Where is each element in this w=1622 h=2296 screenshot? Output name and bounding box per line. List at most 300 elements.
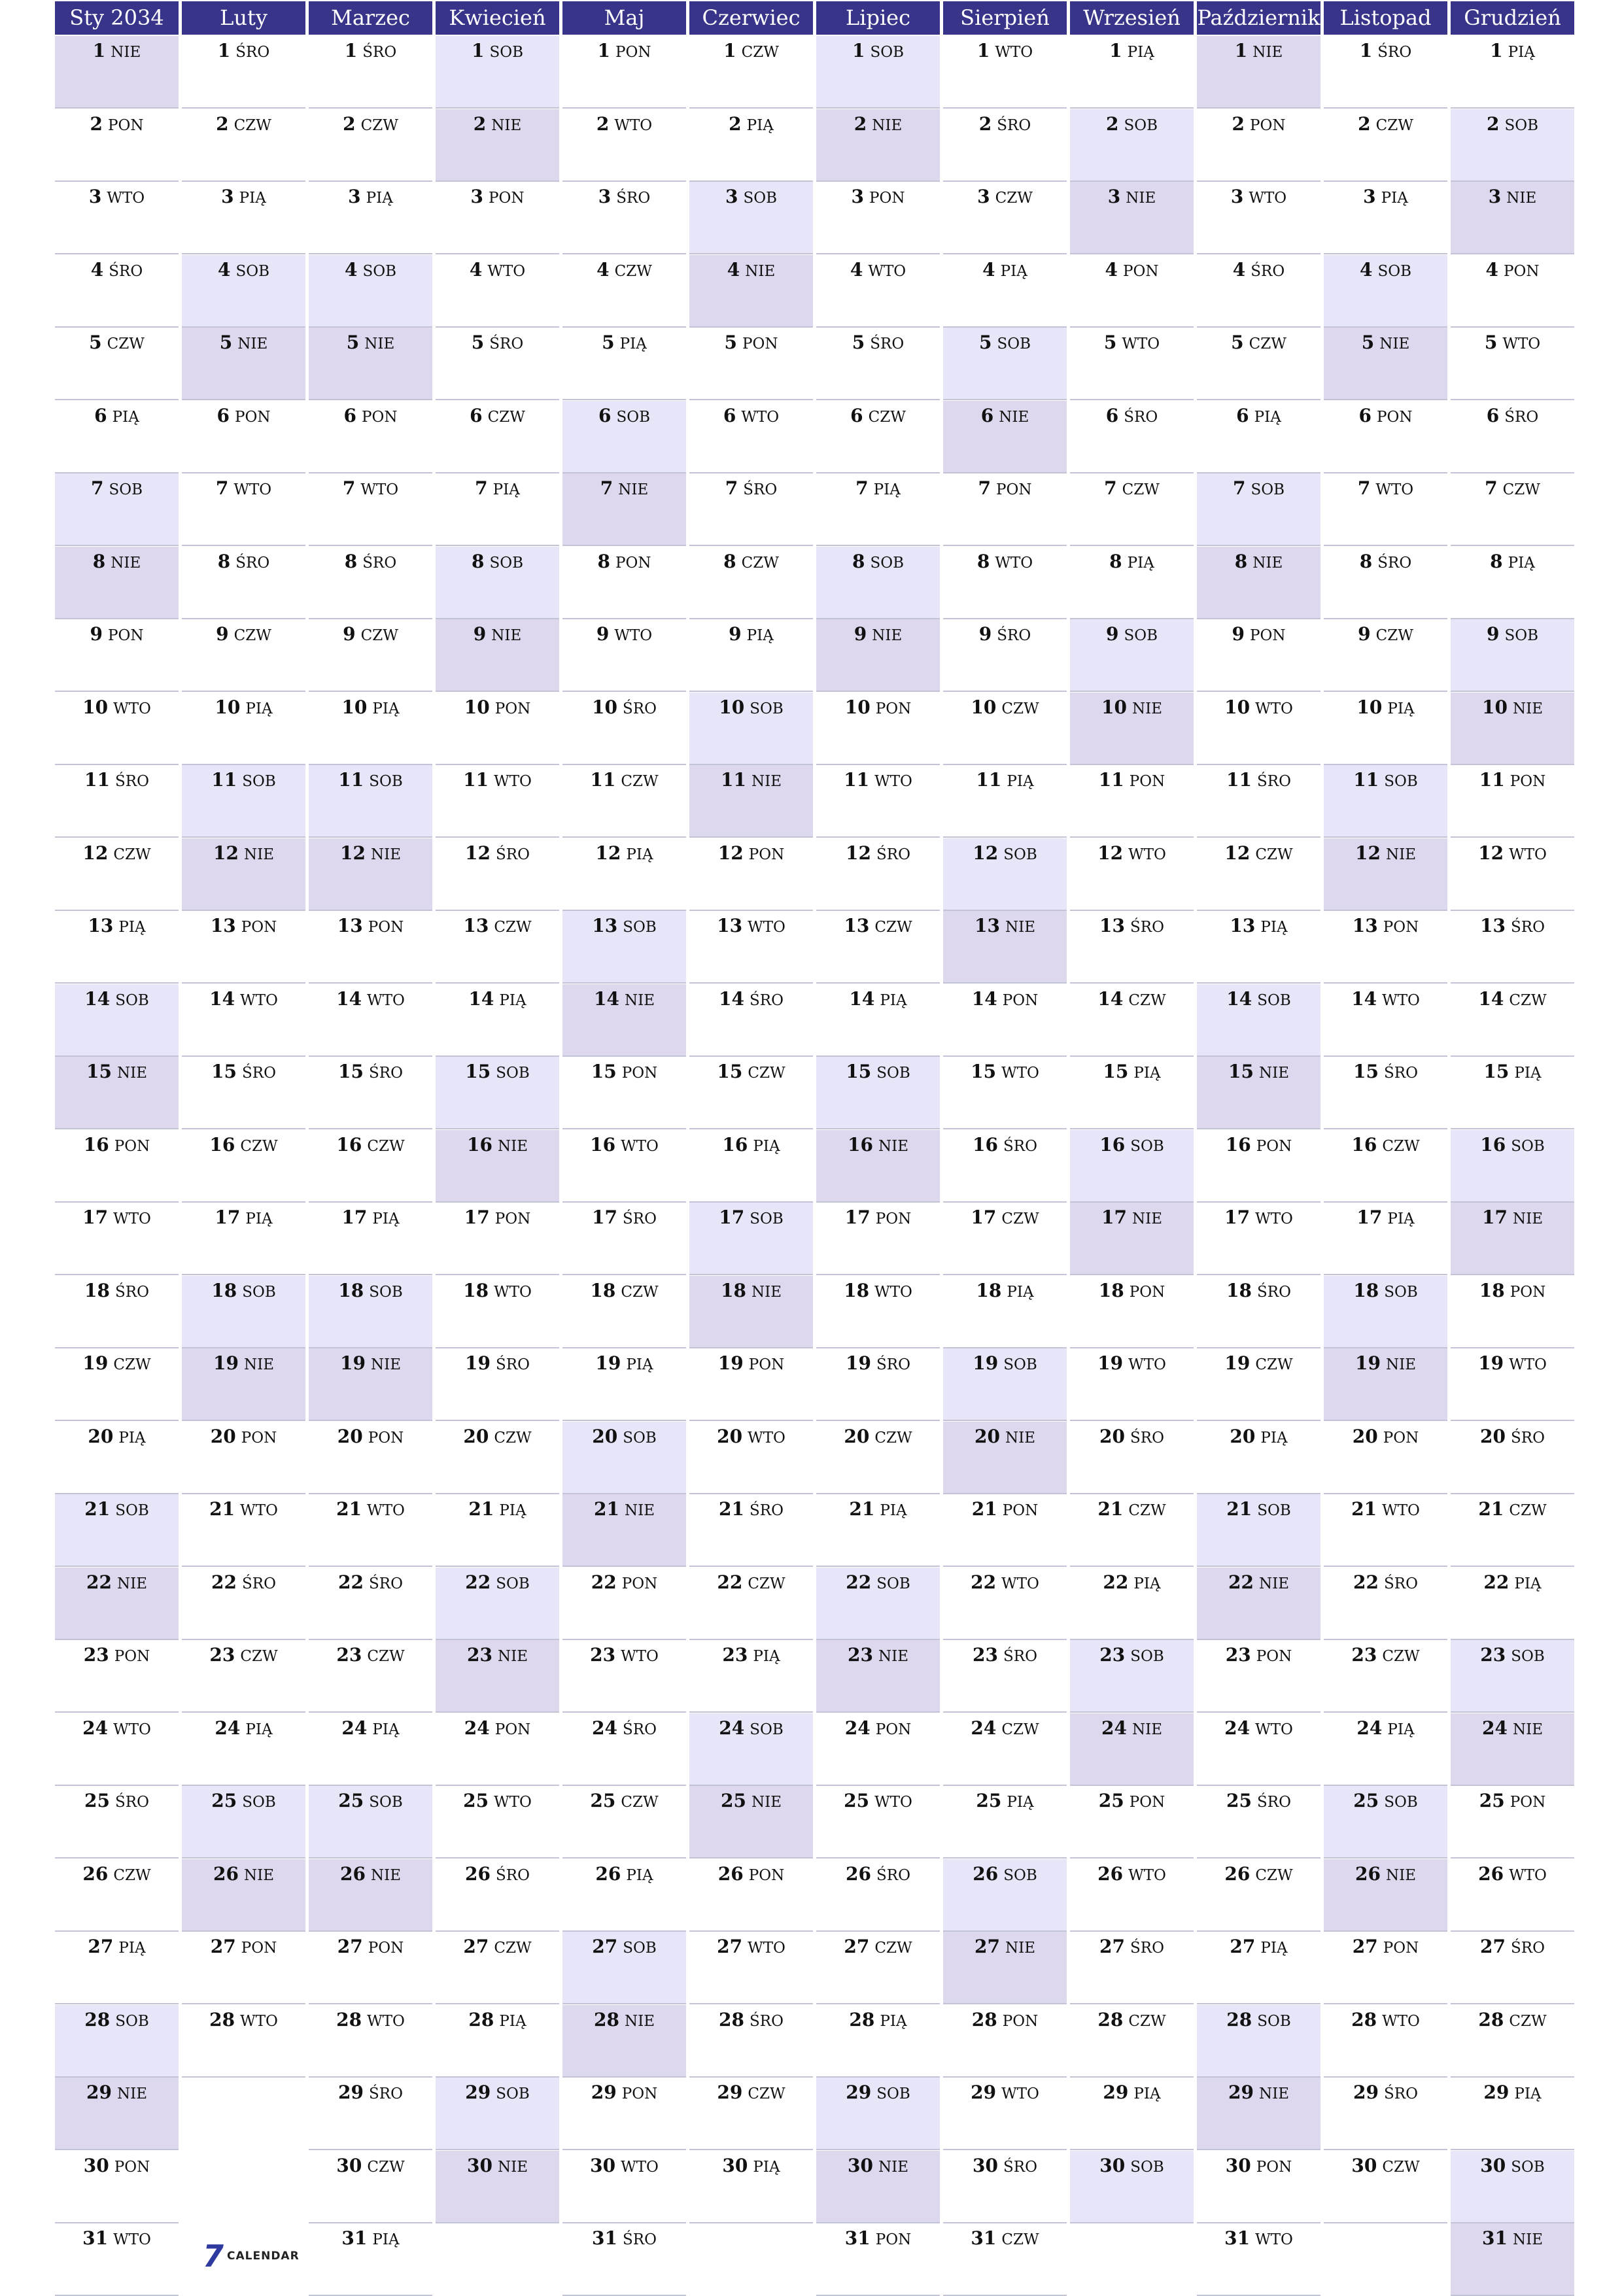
day-cell <box>1324 1568 1447 1640</box>
day-number: 14 <box>971 988 997 1010</box>
day-cell <box>1324 1859 1447 1932</box>
weekday-name: NIE <box>1252 555 1283 572</box>
weekday-name: PIĄ <box>1514 1575 1542 1592</box>
day-cell <box>182 1568 305 1640</box>
day-label <box>1324 1863 1447 1885</box>
day-number: 10 <box>341 696 368 718</box>
day-number: 15 <box>1228 1061 1254 1082</box>
day-label <box>1324 988 1447 1010</box>
day-cell <box>309 693 432 765</box>
day-label <box>436 1644 559 1666</box>
day-cell <box>182 255 305 328</box>
day-label <box>55 405 179 426</box>
day-cell <box>562 1348 686 1421</box>
weekday-name: CZW <box>1255 1867 1293 1884</box>
weekday-name: ŚRO <box>1257 1794 1291 1811</box>
weekday-name: SOB <box>369 1284 403 1301</box>
day-label <box>55 1717 179 1739</box>
weekday-name: ŚRO <box>616 190 651 207</box>
weekday-name: PON <box>368 1940 404 1957</box>
day-number: 7 <box>91 477 104 499</box>
day-cell <box>562 473 686 546</box>
weekday-name: PON <box>108 627 144 644</box>
day-number: 30 <box>467 2155 492 2176</box>
day-label <box>1324 405 1447 426</box>
day-number: 24 <box>592 1717 618 1739</box>
weekday-name: SOB <box>362 263 396 280</box>
day-number: 13 <box>463 915 489 936</box>
day-number: 19 <box>465 1352 491 1374</box>
day-label <box>182 1863 305 1885</box>
day-label <box>943 2082 1067 2103</box>
day-label <box>1324 1061 1447 1082</box>
day-number: 29 <box>591 2082 617 2103</box>
day-number: 26 <box>1355 1863 1381 1885</box>
weekday-name: CZW <box>1249 335 1286 352</box>
day-label <box>816 1863 940 1885</box>
day-number: 18 <box>84 1280 111 1301</box>
weekday-name: CZW <box>494 1940 532 1957</box>
weekday-name: NIE <box>1512 700 1543 717</box>
weekday-name: CZW <box>748 1065 785 1082</box>
day-number: 23 <box>209 1644 235 1666</box>
day-cell <box>1197 182 1320 254</box>
day-label <box>816 2155 940 2176</box>
weekday-name: ŚRO <box>369 1065 403 1082</box>
day-number: 3 <box>221 186 234 207</box>
day-number: 12 <box>1478 842 1504 864</box>
day-number: 14 <box>1097 988 1124 1010</box>
day-number: 30 <box>1099 2155 1126 2176</box>
day-label <box>1451 1134 1574 1156</box>
day-cell <box>55 911 179 984</box>
day-number: 12 <box>1097 842 1124 864</box>
day-number: 19 <box>717 1352 744 1374</box>
day-cell <box>436 1640 559 1713</box>
day-cell <box>1070 547 1194 619</box>
day-label <box>943 551 1067 572</box>
day-cell <box>1451 1713 1574 1786</box>
weekday-name: WTO <box>874 1284 912 1301</box>
day-cell <box>816 984 940 1057</box>
day-number: 26 <box>465 1863 491 1885</box>
weekday-name: PIĄ <box>753 1648 780 1665</box>
day-cell <box>1070 1713 1194 1786</box>
weekday-name: CZW <box>113 1356 151 1373</box>
weekday-name: CZW <box>1382 1138 1420 1155</box>
weekday-name: SOB <box>496 2085 530 2102</box>
day-cell <box>182 1276 305 1348</box>
day-number: 10 <box>464 696 490 718</box>
day-number: 28 <box>1478 2009 1504 2030</box>
day-cell <box>562 1276 686 1348</box>
day-number: 16 <box>590 1134 616 1156</box>
day-number: 14 <box>209 988 235 1010</box>
day-label <box>562 1352 686 1374</box>
day-label <box>309 405 432 426</box>
day-label <box>689 2155 813 2176</box>
weekday-name: NIE <box>116 1065 147 1082</box>
weekday-name: NIE <box>1126 190 1156 207</box>
day-number: 5 <box>1103 332 1117 353</box>
weekday-name: PON <box>621 1065 658 1082</box>
day-number: 26 <box>82 1863 109 1885</box>
day-label <box>1197 259 1320 281</box>
day-number: 22 <box>86 1571 112 1593</box>
day-label <box>562 186 686 207</box>
day-number: 8 <box>976 551 990 572</box>
weekday-name: PIĄ <box>1254 409 1281 426</box>
day-number: 18 <box>1226 1280 1252 1301</box>
day-number: 15 <box>971 1061 997 1082</box>
weekday-name: PIĄ <box>746 117 774 134</box>
day-cell <box>1197 2151 1320 2223</box>
day-cell <box>182 473 305 546</box>
day-cell <box>309 36 432 109</box>
day-label <box>1451 477 1574 499</box>
weekday-name: WTO <box>487 263 526 280</box>
day-cell <box>943 1786 1067 1859</box>
day-label <box>55 988 179 1010</box>
weekday-name: WTO <box>1255 1210 1293 1227</box>
weekday-name: CZW <box>621 1794 659 1811</box>
day-cell <box>55 2151 179 2223</box>
weekday-name: WTO <box>748 1940 785 1957</box>
day-cell <box>816 1859 940 1932</box>
weekday-name: NIE <box>1131 1210 1162 1227</box>
day-cell <box>436 2151 559 2223</box>
weekday-name: PIĄ <box>372 700 400 717</box>
day-label <box>1070 1498 1194 1520</box>
weekday-name: WTO <box>874 1794 912 1811</box>
day-number: 25 <box>590 1790 616 1811</box>
day-label <box>55 1426 179 1447</box>
weekday-name: WTO <box>233 481 272 498</box>
day-cell <box>55 109 179 182</box>
day-cell <box>182 109 305 182</box>
day-number: 8 <box>472 551 485 572</box>
day-label <box>689 1352 813 1374</box>
day-number: 23 <box>590 1644 616 1666</box>
day-label <box>562 332 686 353</box>
day-cell <box>182 1494 305 1567</box>
day-number: 21 <box>84 1498 111 1520</box>
day-cell <box>1197 2005 1320 2078</box>
day-label <box>309 769 432 791</box>
day-cell <box>309 984 432 1057</box>
day-cell <box>1324 1203 1447 1275</box>
day-cell <box>1197 2078 1320 2150</box>
weekday-name: ŚRO <box>1257 1284 1291 1301</box>
day-cell <box>1197 693 1320 765</box>
weekday-name: NIE <box>872 117 903 134</box>
day-number: 24 <box>1101 1717 1127 1739</box>
day-label <box>943 1207 1067 1228</box>
day-label <box>182 988 305 1010</box>
day-label <box>1197 696 1320 718</box>
day-number: 27 <box>975 1936 1000 1957</box>
day-label <box>55 769 179 791</box>
day-label <box>1070 1571 1194 1593</box>
weekday-name: WTO <box>621 1138 659 1155</box>
day-label <box>816 1352 940 1374</box>
day-cell <box>1197 36 1320 109</box>
weekday-name: PIĄ <box>118 1940 146 1957</box>
day-label <box>1451 769 1574 791</box>
day-label <box>1324 623 1447 645</box>
weekday-name: CZW <box>1122 481 1160 498</box>
day-number: 3 <box>470 186 483 207</box>
day-number: 21 <box>1226 1498 1252 1520</box>
day-label <box>436 259 559 281</box>
day-label <box>943 40 1067 61</box>
weekday-name: NIE <box>751 773 782 790</box>
day-label <box>689 1863 813 1885</box>
weekday-name: PON <box>235 409 271 426</box>
day-number: 25 <box>1226 1790 1252 1811</box>
weekday-name: ŚRO <box>496 1867 530 1884</box>
day-cell <box>816 1130 940 1203</box>
day-label <box>309 623 432 645</box>
day-number: 6 <box>1358 405 1372 426</box>
day-cell <box>182 328 305 400</box>
day-cell <box>562 1422 686 1494</box>
day-cell <box>1197 401 1320 473</box>
day-cell <box>689 109 813 182</box>
weekday-name: WTO <box>494 1284 532 1301</box>
day-number: 31 <box>844 2227 871 2249</box>
day-number: 1 <box>92 40 106 61</box>
day-label <box>309 842 432 864</box>
weekday-name: PIĄ <box>1514 2085 1542 2102</box>
day-cell <box>182 619 305 692</box>
day-number: 16 <box>1225 1134 1251 1156</box>
weekday-name: WTO <box>1382 2013 1420 2030</box>
weekday-name: NIE <box>872 627 903 644</box>
day-cell <box>1324 765 1447 838</box>
day-cell <box>816 255 940 328</box>
weekday-name: PON <box>1383 1430 1419 1447</box>
day-label <box>309 1134 432 1156</box>
day-label <box>943 2009 1067 2030</box>
weekday-name: ŚRO <box>750 1502 784 1519</box>
day-number: 12 <box>973 842 999 864</box>
day-number: 5 <box>1231 332 1244 353</box>
day-label <box>436 915 559 936</box>
weekday-name: WTO <box>1128 1356 1166 1373</box>
day-number: 4 <box>850 259 863 281</box>
day-label <box>562 842 686 864</box>
day-number: 2 <box>1487 113 1500 135</box>
weekday-name: CZW <box>741 555 779 572</box>
day-cell <box>309 2005 432 2078</box>
day-cell <box>1324 255 1447 328</box>
weekday-name: PON <box>1129 1794 1165 1811</box>
day-label <box>309 915 432 936</box>
day-number: 19 <box>1355 1352 1381 1374</box>
day-cell <box>689 1276 813 1348</box>
day-label <box>1451 259 1574 281</box>
day-label <box>1070 988 1194 1010</box>
day-label <box>55 2155 179 2176</box>
day-number: 6 <box>470 405 483 426</box>
day-cell <box>309 255 432 328</box>
day-cell <box>689 1494 813 1567</box>
day-number: 23 <box>83 1644 109 1666</box>
weekday-name: PON <box>1510 1794 1546 1811</box>
weekday-name: PON <box>362 409 398 426</box>
day-label <box>1197 477 1320 499</box>
day-label <box>309 988 432 1010</box>
day-number: 26 <box>595 1863 621 1885</box>
day-cell <box>816 765 940 838</box>
day-number: 23 <box>336 1644 362 1666</box>
day-number: 18 <box>590 1280 616 1301</box>
day-label <box>943 696 1067 718</box>
day-number: 8 <box>852 551 865 572</box>
day-number: 17 <box>1224 1207 1251 1228</box>
weekday-name: PIĄ <box>499 992 526 1009</box>
day-number: 23 <box>1480 1644 1506 1666</box>
weekday-name: WTO <box>240 992 278 1009</box>
weekday-name: SOB <box>1003 1356 1037 1373</box>
day-number: 15 <box>717 1061 743 1082</box>
day-number: 18 <box>844 1280 870 1301</box>
day-number: 6 <box>1236 405 1249 426</box>
day-number: 8 <box>1109 551 1122 572</box>
day-label <box>436 186 559 207</box>
weekday-name: NIE <box>1005 919 1035 936</box>
day-label <box>182 259 305 281</box>
day-number: 18 <box>1353 1280 1379 1301</box>
day-cell <box>562 1713 686 1786</box>
day-number: 5 <box>602 332 615 353</box>
day-number: 6 <box>343 405 356 426</box>
day-label <box>1451 551 1574 572</box>
weekday-name: ŚRO <box>1377 555 1412 572</box>
day-label <box>1197 1644 1320 1666</box>
day-cell <box>309 109 432 182</box>
day-cell <box>1324 473 1447 546</box>
weekday-name: PIĄ <box>753 2159 780 2176</box>
weekday-name: NIE <box>370 1867 401 1884</box>
day-cell <box>55 1348 179 1421</box>
day-number: 5 <box>1484 332 1498 353</box>
weekday-name: ŚRO <box>1384 2085 1418 2102</box>
day-number: 2 <box>729 113 742 135</box>
weekday-name: PON <box>494 1721 531 1738</box>
day-label <box>55 113 179 135</box>
day-cell <box>436 1568 559 1640</box>
day-number: 13 <box>337 915 363 936</box>
day-cell <box>562 1568 686 1640</box>
day-number: 13 <box>975 915 1000 936</box>
day-label <box>1324 1936 1447 1957</box>
day-cell <box>1324 1786 1447 1859</box>
weekday-name: WTO <box>1382 992 1420 1009</box>
day-label <box>816 623 940 645</box>
day-cell <box>1197 1057 1320 1129</box>
day-number: 27 <box>337 1936 363 1957</box>
day-number: 24 <box>215 1717 241 1739</box>
day-number: 22 <box>846 1571 872 1593</box>
day-cell <box>182 911 305 984</box>
day-number: 1 <box>852 40 865 61</box>
day-cell <box>436 1057 559 1129</box>
weekday-name: CZW <box>1509 992 1547 1009</box>
day-cell <box>1197 838 1320 911</box>
weekday-name: PIĄ <box>1508 555 1535 572</box>
month-header: Maj <box>562 1 686 35</box>
day-label <box>1197 623 1320 645</box>
day-number: 14 <box>336 988 362 1010</box>
day-cell <box>436 693 559 765</box>
day-cell <box>689 36 813 109</box>
day-number: 20 <box>463 1426 489 1447</box>
weekday-name: WTO <box>367 1502 405 1519</box>
day-number: 4 <box>90 259 104 281</box>
day-cell <box>943 619 1067 692</box>
day-cell <box>943 182 1067 254</box>
weekday-name: WTO <box>1122 335 1160 352</box>
weekday-name: ŚRO <box>242 1065 276 1082</box>
weekday-name: CZW <box>748 2085 785 2102</box>
day-label <box>1451 113 1574 135</box>
day-cell <box>1197 619 1320 692</box>
day-cell <box>1324 1640 1447 1713</box>
day-cell <box>1197 255 1320 328</box>
day-cell <box>436 838 559 911</box>
weekday-name: SOB <box>750 700 784 717</box>
day-cell <box>1070 1203 1194 1275</box>
day-label <box>309 1426 432 1447</box>
day-label <box>309 1498 432 1520</box>
day-number: 18 <box>338 1280 364 1301</box>
day-label <box>689 1790 813 1811</box>
weekday-name: PON <box>1002 992 1039 1009</box>
day-number: 7 <box>978 477 991 499</box>
weekday-name: ŚRO <box>997 117 1031 134</box>
weekday-name: WTO <box>367 992 405 1009</box>
weekday-name: PON <box>241 1430 277 1447</box>
weekday-name: PIĄ <box>372 1721 400 1738</box>
weekday-name: ŚRO <box>242 1575 276 1592</box>
day-label <box>943 915 1067 936</box>
day-label <box>816 332 940 353</box>
day-cell <box>1070 109 1194 182</box>
day-cell <box>1197 1276 1320 1348</box>
day-cell <box>1451 182 1574 254</box>
day-cell <box>1197 1786 1320 1859</box>
day-cell <box>309 1422 432 1494</box>
day-number: 23 <box>722 1644 748 1666</box>
day-cell <box>1197 1130 1320 1203</box>
day-number: 17 <box>341 1207 368 1228</box>
day-label <box>436 1717 559 1739</box>
day-cell <box>55 255 179 328</box>
day-number: 31 <box>341 2227 368 2249</box>
year-calendar <box>55 0 1579 2294</box>
day-number: 22 <box>1483 1571 1510 1593</box>
day-number: 27 <box>1352 1936 1378 1957</box>
weekday-name: NIE <box>1512 1721 1543 1738</box>
weekday-name: SOB <box>1257 2013 1291 2030</box>
day-number: 21 <box>849 1498 875 1520</box>
day-number: 26 <box>1478 1863 1504 1885</box>
day-number: 3 <box>1230 186 1244 207</box>
day-number: 2 <box>90 113 103 135</box>
weekday-name: WTO <box>748 919 785 936</box>
